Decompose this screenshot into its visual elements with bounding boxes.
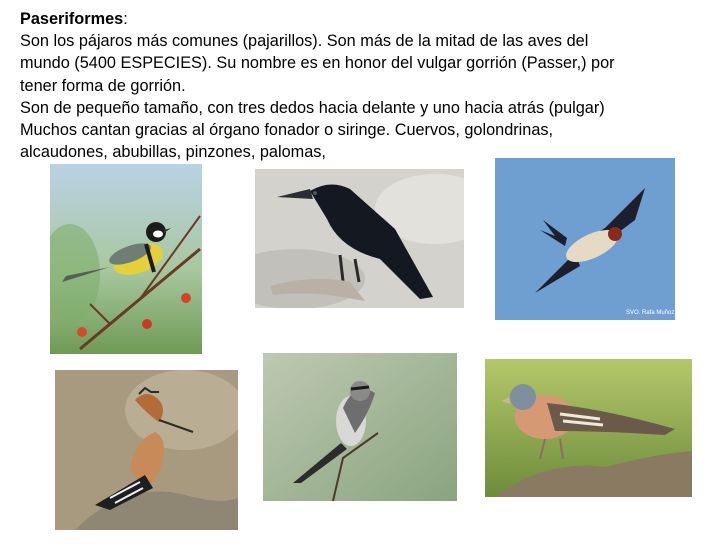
shrike-photo [263,353,457,501]
raven-photo [255,169,464,308]
title-colon: : [123,10,128,28]
great-tit-photo [50,164,202,354]
body-line-4: Son de pequeño tamaño, con tres dedos hacia delante y uno hacia atrás (pulgar) [20,98,605,117]
hoopoe-photo [55,370,238,530]
chaffinch-photo [485,359,692,497]
body-line-1: Son los pájaros más comunes (pajarillos). Son más de la mitad de las aves del [20,32,589,51]
body-line-5: Muchos cantan gracias al órgano fonador o siringe. Cuervos, golondrinas, [20,121,554,140]
body-line-3: tener forma de gorrión. [20,76,186,95]
body-line-2: mundo (5400 ESPECIES). Su nombre es en honor del vulgar gorrión (Passer,) por [20,54,615,73]
slide-title: Paseriformes [20,10,124,28]
title-line [20,8,720,30]
body-line-6: alcaudones, abubillas, pinzones, palomas, [20,143,326,162]
slide-text [20,8,720,163]
photo-credit: SVO. Rafa Muñoz [626,310,675,316]
swallow-photo [495,158,675,320]
